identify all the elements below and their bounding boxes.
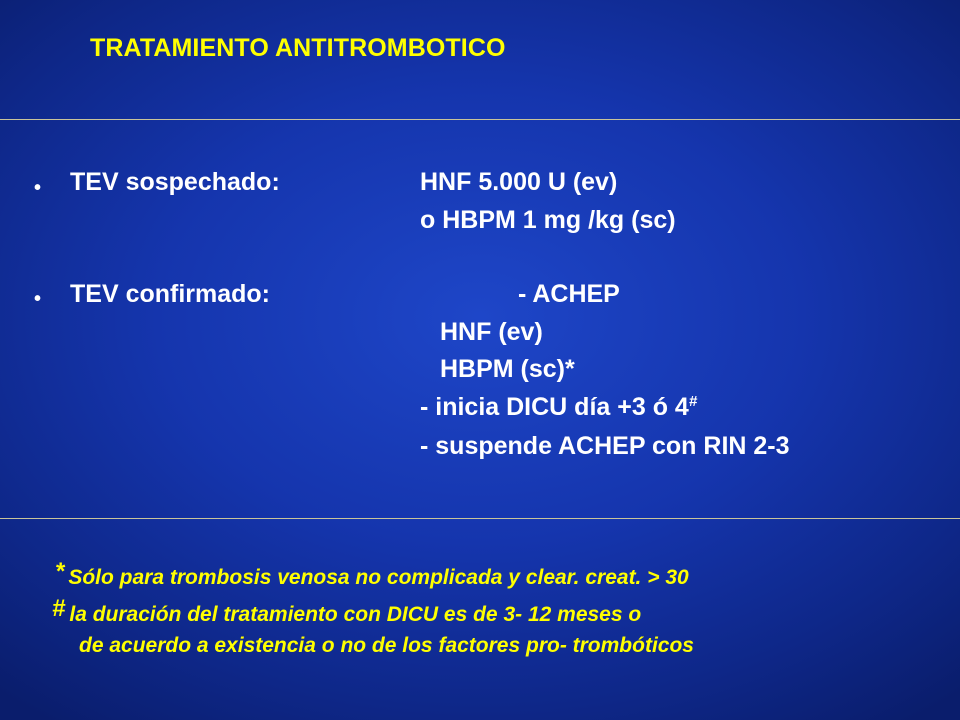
footnote-text: de acuerdo a existencia o no de los factores pro- trombóticos [79,634,694,657]
item-detail-line: - suspende ACHEP con RIN 2-3 [420,432,790,460]
footnote-continuation [79,634,694,658]
bullet-icon: • [34,288,42,310]
item-detail-text: - inicia DICU día +3 ó 4 [420,393,689,421]
footnote-text: Sólo para trombosis venosa no complicada y clear. creat. > 30 [68,566,689,589]
footnote-duration [52,595,642,628]
footnote-mark: # [688,393,698,410]
footnote-symbol: * [55,558,65,585]
top-divider [0,119,960,120]
item-label-confirmed: TEV confirmado: [70,280,271,308]
item-detail-line: o HBPM 1 mg /kg (sc) [420,206,676,234]
item-detail-line: HNF (ev) [440,318,543,346]
slide-title: TRATAMIENTO ANTITROMBOTICO [90,34,506,62]
item-detail-line: HNF 5.000 U (ev) [420,168,618,196]
footnote-symbol: # [52,595,66,622]
item-detail-line: - ACHEP [518,280,620,308]
item-label-suspected: TEV sospechado: [70,168,280,196]
footnote-text: la duración del tratamiento con DICU es de 3- 12 meses o [69,603,642,626]
item-detail-line-with-mark [420,393,697,422]
item-detail-line: HBPM (sc)* [440,355,575,383]
bullet-icon: • [34,177,42,199]
footnote-creatinine [55,558,689,591]
bottom-divider [0,518,960,519]
